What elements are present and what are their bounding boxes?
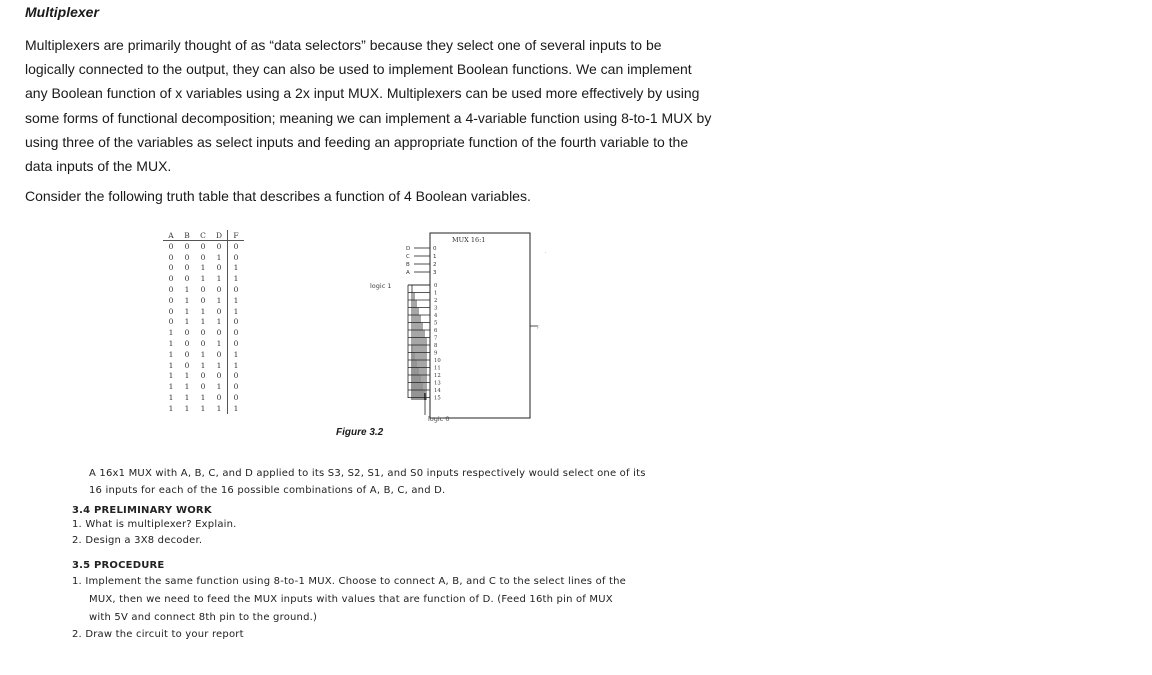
truth-table-cell: 0 [200,339,206,349]
data-pin-number: 8 [434,343,438,349]
data-pin-number: 15 [434,395,441,402]
truth-table-cell: 0 [228,284,245,295]
truth-table-cell: 1 [216,274,222,284]
caption-line-1: A 16x1 MUX with A, B, C, and D applied to its S3, S2, S1, and S0 inputs respectively would select one of its [89,468,646,479]
truth-table-cell: 1 [200,263,206,273]
truth-table-cell: 1 [184,371,190,381]
data-pin-number: 12 [434,373,441,379]
truth-table-row [163,338,244,349]
truth-table-cell: 0 [184,328,190,338]
truth-table-intro: Consider the following truth table that describes a function of 4 Boolean variables. [25,188,531,204]
mux-block [430,233,530,418]
mux-diagram [330,228,545,428]
truth-table-row [163,381,244,392]
truth-table-cell: 0 [184,349,190,359]
data-pin-number: 14 [434,388,441,394]
truth-table-cell: 0 [216,285,222,295]
truth-table-cell: 0 [216,371,222,381]
truth-table-cell: 1 [228,263,245,274]
truth-table-cell: 0 [168,241,174,251]
truth-table-cell: 1 [168,403,174,413]
truth-table-cell: 0 [200,252,206,262]
truth-table-cell: 0 [184,360,190,370]
truth-table-cell: 0 [184,241,190,251]
truth-table-row [163,295,244,306]
data-pin-number: 1 [434,290,438,297]
data-pin-number: 7 [434,335,438,342]
select-input-label: C [406,254,410,260]
truth-table [163,230,244,414]
truth-table-cell: 0 [228,317,245,328]
truth-table-cell: 1 [200,274,206,284]
truth-table-cell: 0 [200,241,206,251]
truth-table-cell: 1 [200,360,206,370]
section-title: Multiplexer [25,4,99,20]
intro-paragraph: Multiplexers are primarily thought of as “data selectors” because they select one of several inputs to be logically connected to the output, they can also be used to implement Boolean functions. We can implement any Boolean function of x variables using a 2x input MUX. Multiplexers can be used more effectively by using some forms of functional decomposition; meaning we can implement a 4-variable function using 8-to-1 MUX by using three of the variables as select inputs and feeding an appropriate function of the fourth variable to the data inputs of the MUX. [25,37,712,175]
data-pin-number: 5 [434,320,438,327]
select-input-label: D [406,246,411,252]
data-pin-number: 11 [434,365,441,372]
data-pin-number: 10 [434,358,441,364]
truth-table-cell: 1 [168,339,174,349]
data-pin-number: 13 [434,380,441,387]
prelim-item-1: 1. What is multiplexer? Explain. [72,519,237,530]
procedure-item-1-line-1: 1. Implement the same function using 8-to-1 MUX. Choose to connect A, B, and C to the select lines of the [72,576,627,587]
truth-table-header: C [195,230,211,241]
data-pin-number: 3 [434,305,438,312]
truth-table-row [163,371,244,382]
truth-table-cell: 0 [168,274,174,284]
truth-table-cell: 1 [184,317,190,327]
truth-table-header: F [228,230,245,241]
truth-table-cell: 0 [168,317,174,327]
truth-table-cell: 0 [200,371,206,381]
figure-caption: Figure 3.2 [336,427,384,438]
data-pin-number: 0 [434,283,438,289]
truth-table-cell: 0 [168,285,174,295]
truth-table-cell: 0 [184,252,190,262]
caption-line-2: 16 inputs for each of the 16 possible combinations of A, B, C, and D. [89,485,446,496]
truth-table-cell: 0 [216,306,222,316]
truth-table-cell: 0 [228,338,245,349]
data-pin-number: 9 [434,350,438,357]
truth-table-header: B [179,230,195,241]
truth-table-cell: 0 [168,263,174,273]
truth-table-row [163,263,244,274]
procedure-heading: 3.5 PROCEDURE [72,560,165,571]
truth-table-cell: 0 [228,327,245,338]
output-label: F [537,326,540,331]
data-pin-number: 2 [434,298,438,304]
truth-table-row [163,306,244,317]
truth-table-cell: 1 [216,360,222,370]
truth-table-cell: 1 [168,360,174,370]
truth-table-cell: 0 [216,328,222,338]
truth-table-cell: 0 [184,274,190,284]
truth-table-cell: 0 [200,295,206,305]
truth-table-cell: 1 [228,273,245,284]
truth-table-cell: 1 [168,371,174,381]
select-pin-number: 2 [433,262,437,268]
truth-table-row [163,284,244,295]
truth-table-row [163,273,244,284]
truth-table-cell: 1 [168,328,174,338]
truth-table-cell: 0 [168,252,174,262]
truth-table-cell: 0 [200,328,206,338]
truth-table-cell: 1 [228,360,245,371]
truth-table-cell: 0 [228,241,245,252]
truth-table-cell: 1 [216,317,222,327]
truth-table-cell: 1 [216,295,222,305]
truth-table-cell: 1 [200,393,206,403]
truth-table-row [163,317,244,328]
truth-table-cell: 0 [228,371,245,382]
truth-table-cell: 1 [216,382,222,392]
svg-text:.: . [545,249,547,255]
truth-table-cell: 0 [216,393,222,403]
truth-table-cell: 0 [216,349,222,359]
truth-table-cell: 1 [184,403,190,413]
procedure-item-1-line-3: with 5V and connect 8th pin to the ground.) [89,612,318,623]
truth-table-row [163,349,244,360]
data-pin-number: 4 [434,313,438,319]
select-input-label: A [406,270,410,276]
truth-table-cell: 1 [184,306,190,316]
truth-table-header: A [163,230,179,241]
truth-table-cell: 0 [216,241,222,251]
select-pin-number: 0 [433,246,437,252]
logic0-label: logic 0 [428,415,450,423]
select-pin-number: 3 [433,270,437,276]
mux-label: MUX 16:1 [452,236,486,244]
truth-table-cell: 0 [228,381,245,392]
truth-table-row [163,403,244,414]
procedure-item-1-line-2: MUX, then we need to feed the MUX inputs with values that are function of D. (Feed 16th pin of MUX [89,594,613,605]
logic1-label: logic 1 [370,282,392,290]
truth-table-cell: 1 [228,306,245,317]
truth-table-cell: 0 [184,339,190,349]
truth-table-cell: 1 [168,349,174,359]
truth-table-cell: 1 [228,295,245,306]
truth-table-header: D [211,230,228,241]
truth-table-cell: 1 [216,252,222,262]
truth-table-cell: 1 [228,403,245,414]
truth-table-cell: 0 [168,306,174,316]
truth-table-cell: 1 [184,285,190,295]
truth-table-cell: 0 [200,382,206,392]
truth-table-row [163,360,244,371]
truth-table-cell: 1 [216,403,222,413]
truth-table-cell: 1 [228,349,245,360]
truth-table-cell: 1 [200,317,206,327]
prelim-heading: 3.4 PRELIMINARY WORK [72,505,212,516]
data-pin-number: 6 [434,328,438,334]
truth-table-row [163,252,244,263]
prelim-item-2: 2. Design a 3X8 decoder. [72,535,203,546]
truth-table-cell: 0 [228,252,245,263]
truth-table-cell: 1 [184,382,190,392]
truth-table-cell: 1 [184,295,190,305]
select-input-label: B [406,262,410,268]
truth-table-cell: 0 [168,295,174,305]
truth-table-row [163,392,244,403]
truth-table-cell: 1 [168,393,174,403]
truth-table-cell: 1 [200,306,206,316]
truth-table-row [163,241,244,252]
truth-table-cell: 0 [228,392,245,403]
truth-table-cell: 0 [200,285,206,295]
truth-table-cell: 1 [184,393,190,403]
truth-table-cell: 1 [216,339,222,349]
truth-table-cell: 1 [200,403,206,413]
select-pin-number: 1 [433,254,437,260]
truth-table-cell: 1 [200,349,206,359]
truth-table-cell: 0 [184,263,190,273]
truth-table-cell: 0 [216,263,222,273]
truth-table-cell: 1 [168,382,174,392]
procedure-item-2: 2. Draw the circuit to your report [72,629,244,640]
truth-table-row [163,327,244,338]
